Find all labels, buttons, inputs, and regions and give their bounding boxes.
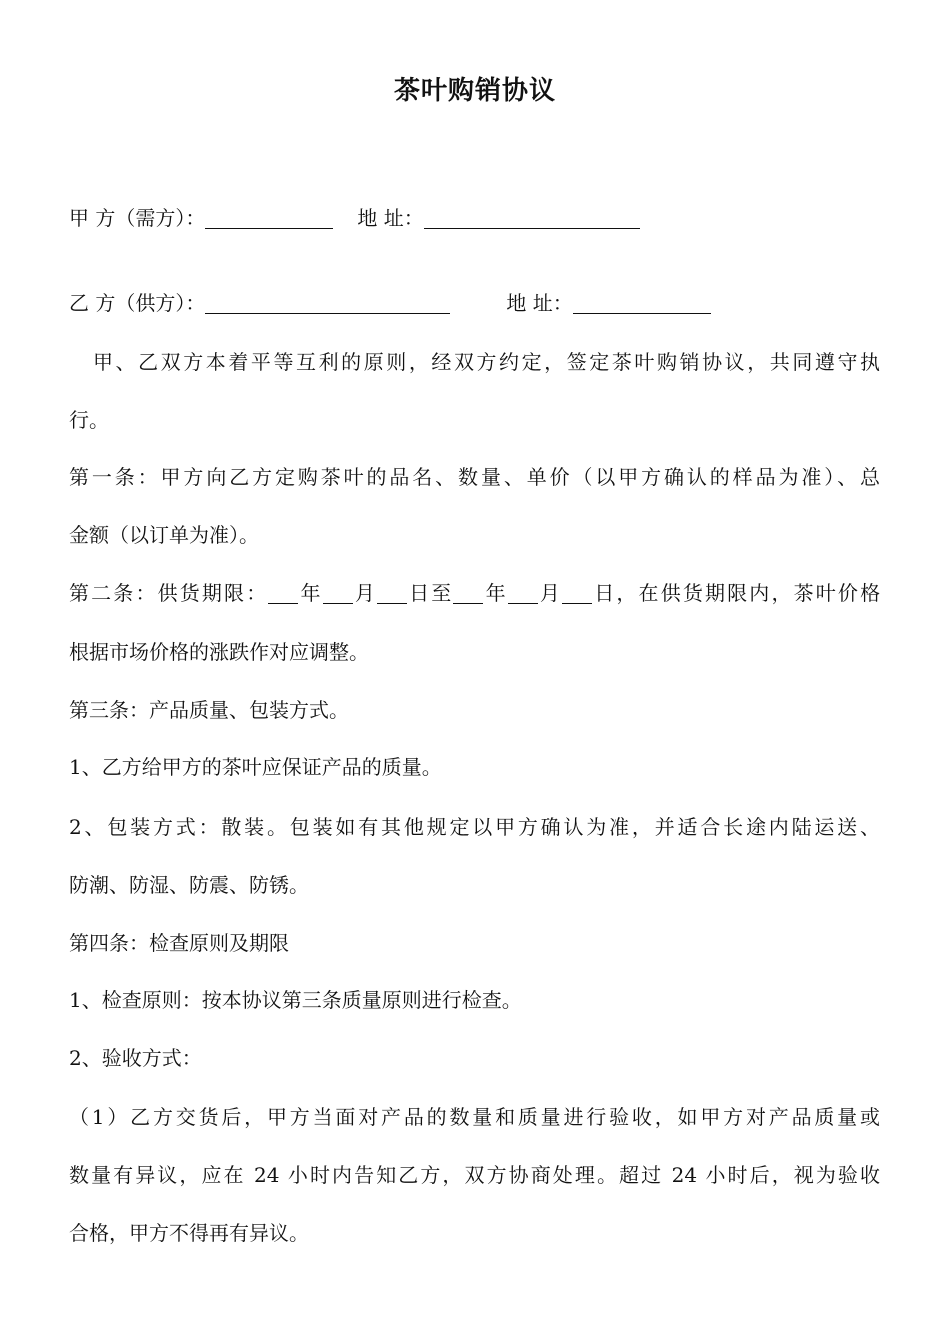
article-2-prefix: 第二条：供货期限： [69, 581, 269, 605]
party-a-line [69, 202, 640, 231]
party-a-label: 甲 方（需方）： [69, 206, 206, 230]
party-a-address-blank[interactable] [424, 206, 640, 229]
start-day-blank[interactable] [377, 581, 407, 604]
article-4-heading: 第四条：检查原则及期限 [69, 931, 289, 955]
article-1-line-1: 第一条：甲方向乙方定购茶叶的品名、数量、单价（以甲方确认的样品为准）、总 [69, 465, 880, 489]
article-3-item-2-line-1: 2、包装方式：散装。包装如有其他规定以甲方确认为准，并适合长途内陆运送、 [69, 815, 880, 839]
year-label: 年 [298, 581, 323, 605]
party-a-name-blank[interactable] [205, 206, 333, 229]
article-4-sub-1-line-3: 合格，甲方不得再有异议。 [69, 1221, 309, 1245]
party-b-line [69, 287, 711, 316]
end-month-blank[interactable] [508, 581, 538, 604]
year-label: 年 [483, 581, 508, 605]
end-day-blank[interactable] [562, 581, 592, 604]
start-month-blank[interactable] [323, 581, 353, 604]
party-a-address-label: 地 址： [357, 206, 424, 230]
preamble-line-2: 行。 [69, 408, 109, 432]
article-3-item-1: 1、乙方给甲方的茶叶应保证产品的质量。 [69, 755, 442, 779]
article-1-line-2: 金额（以订单为准）。 [69, 523, 259, 547]
day-rest-label: 日，在供货期限内，茶叶价格 [592, 581, 881, 605]
month-label: 月 [352, 581, 377, 605]
article-4-item-2: 2、验收方式： [69, 1046, 202, 1070]
start-year-blank[interactable] [268, 581, 298, 604]
party-b-label: 乙 方（供方）： [69, 291, 206, 315]
party-b-address-label: 地 址： [506, 291, 573, 315]
preamble-line-1: 甲、乙双方本着平等互利的原则，经双方约定，签定茶叶购销协议，共同遵守执 [93, 350, 880, 374]
article-2-line-1 [69, 577, 880, 606]
article-3-heading: 第三条：产品质量、包装方式。 [69, 698, 349, 722]
article-4-sub-1-line-1: （1）乙方交货后，甲方当面对产品的数量和质量进行验收，如甲方对产品质量或 [69, 1105, 880, 1129]
end-year-blank[interactable] [453, 581, 483, 604]
day-to-label: 日至 [407, 581, 454, 605]
article-4-sub-1-line-2: 数量有异议，应在 24 小时内告知乙方，双方协商处理。超过 24 小时后，视为验收 [69, 1163, 880, 1187]
document-title: 茶叶购销协议 [393, 76, 556, 106]
party-b-name-blank[interactable] [205, 291, 450, 314]
article-2-line-2: 根据市场价格的涨跌作对应调整。 [69, 640, 369, 664]
article-3-item-2-line-2: 防潮、防湿、防震、防锈。 [69, 873, 309, 897]
party-b-address-blank[interactable] [573, 291, 711, 314]
month-label: 月 [537, 581, 563, 605]
article-4-item-1: 1、检查原则：按本协议第三条质量原则进行检查。 [69, 988, 522, 1012]
